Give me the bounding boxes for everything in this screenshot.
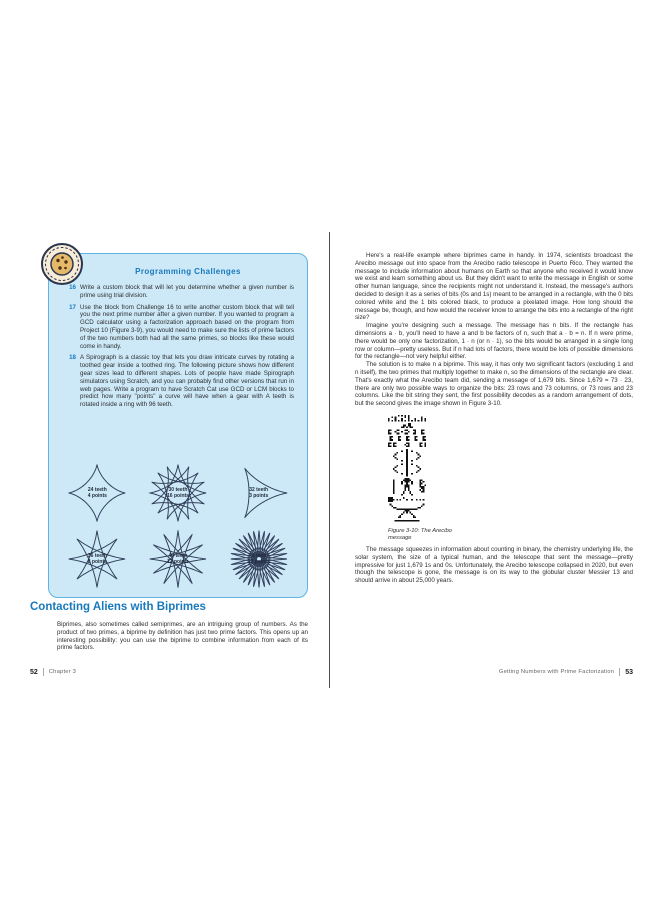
challenge-text: A Spirograph is a classic toy that lets you draw intricate curves by rotating a toothed gear inside a toothed ring. The following picture shows how different gear sizes lead to different shapes. Lots of people have made Spirograph simulators using Scratch, and you can probably find other versions that run in web pages. Write a program to have Scratch Cat use GCD or LCM blocks to predict how many "points" a curve will have when a gear with A teeth is rotated inside a ring with 96 teeth. [80,354,294,409]
section-title-label: Getting Numbers with Prime Factorization [498,669,615,675]
figure-arecibo [388,415,633,542]
spirograph-points-label: 16 points [167,493,189,499]
spirograph-teeth-label: 24 teeth [87,487,107,493]
spirograph-points-label: 8 points [87,559,107,565]
spirograph-points-label: 32 points [247,559,270,565]
body-paragraph: Here's a real-life example where biprimes came in handy. In 1974, scientists broadcast the Arecibo message out into space from the Arecibo radio telescope in Puerto Rico. They wanted the message to include information about humans on Earth so that anyone who received it would know we exist and learn something about us. But they didn't want to write the message in English or some other human language, since the recipients might not understand it. Instead, the message's authors decided to design it as a series of bits (0s and 1s) meant to be arranged in a rectangle, with the 0 bits colored white and the 1 bits colored black, to produce a pixelated image. How long should the message be, though, and how would the receiver know to arrange the bits into a rectangle of the right size? [355,252,633,322]
spirograph-figure [218,526,299,592]
spirograph-teeth-label: 40 teeth [168,553,188,559]
challenge-item [65,284,294,300]
footer-divider [43,668,44,676]
programming-challenges-box [48,253,308,598]
spirograph-label [138,553,219,565]
spirograph-label [218,487,299,499]
section-paragraph: Biprimes, also sometimes called semiprimes, are an intriguing group of numbers. As the product of two primes, a biprime by definition has just two prime factors. This opens up an interesting possibility: you can use the biprime to combine information from each of its prime factors. [57,621,308,652]
cookie-badge-icon [40,242,84,286]
chapter-label: Chapter 3 [48,669,77,675]
spirograph-figure [57,460,138,526]
spirograph-label [218,553,299,565]
page-right [330,230,660,690]
challenge-number: 17 [69,303,76,311]
right-page-content [355,252,633,585]
section-heading: Contacting Aliens with Biprimes [30,601,206,613]
challenge-list [65,284,294,413]
arecibo-message-image [388,415,426,523]
page-left [0,230,330,690]
spirograph-label [138,487,219,499]
body-paragraph: The solution is to make n a biprime. This way, it has only two significant factors (excluding 1 and n itself), the two primes that multiply together to make n, so the dimensions of the rectangle are clear. That's exactly what the Arecibo team did, sending a message of 1,679 bits. Since 1,679 = 73 · 23, there are only two possible ways to organize the bits: 23 rows and 73 columns, or 73 rows and 23 columns. Like the bit string they sent, the first possibility decodes as a random arrangement of dots, but the second gives the image shown in Figure 3-10. [355,361,633,408]
figure-caption: Figure 3-10: The Arecibo message [388,527,452,541]
page-footer-right [499,668,633,676]
spirograph-teeth-label: 36 teeth [87,553,107,559]
challenge-item [65,304,294,351]
spirograph-points-label: 12 points [167,559,189,565]
body-paragraph: Imagine you're designing such a message. The message has n bits. If the rectangle has dimensions a · b, you'll need to have a and b be factors of n, such that a · b = n. If n were prime, there would be only one factorization, 1 · n (or n · 1), so the bits would be arranged in a single long row or column—pretty useless. But if n had lots of factors, there would be lots of possible dimensions for the rectangle—not very helpful either. [355,322,633,361]
spirograph-figure [57,526,138,592]
challenges-box-title: Programming Challenges [135,267,241,276]
spirograph-teeth-label: 32 teeth [249,487,269,493]
spirograph-points-label: 4 points [87,493,107,499]
page-number: 52 [30,668,38,676]
body-paragraph: The message squeezes in information about counting in binary, the chemistry underlying life, the solar system, the size of a typical human, and the telescope that sent the message—pretty impressive for just 1,679 1s and 0s. Unfortunately, the Arecibo telescope collapsed in 2020, but even though the telescope is gone, the message is on its way to the globular cluster Messier 13 and should arrive in about 25,000 years. [355,545,633,585]
spirograph-teeth-label: 30 teeth [168,487,188,493]
spirograph-label [57,553,138,565]
page-footer-left [30,668,76,676]
challenge-item [65,354,294,409]
spirograph-figure [138,526,219,592]
spirograph-points-label: 3 points [249,493,269,499]
challenge-text: Use the block from Challenge 16 to write another custom block that will tell you the next prime number after a given number. If you wanted to program a GCD calculator using a factorization approach based on the program from Project 10 (Figure 3-9), you would need to make sure the lists of prime factors of the two numbers both had all the same primes, so blocks like these would come in handy. [80,303,294,350]
footer-divider [619,668,620,676]
spirograph-label [57,487,138,499]
challenge-number: 16 [69,284,76,291]
challenge-text: Write a custom block that will let you determine whether a given number is prime using trial division. [80,284,294,299]
book-spread [0,230,660,690]
spirograph-grid [57,460,299,592]
page-number: 53 [625,668,633,676]
spirograph-teeth-label: 45 teeth [249,553,269,559]
spirograph-figure [138,460,219,526]
spirograph-figure [218,460,299,526]
challenge-number: 18 [69,354,76,362]
